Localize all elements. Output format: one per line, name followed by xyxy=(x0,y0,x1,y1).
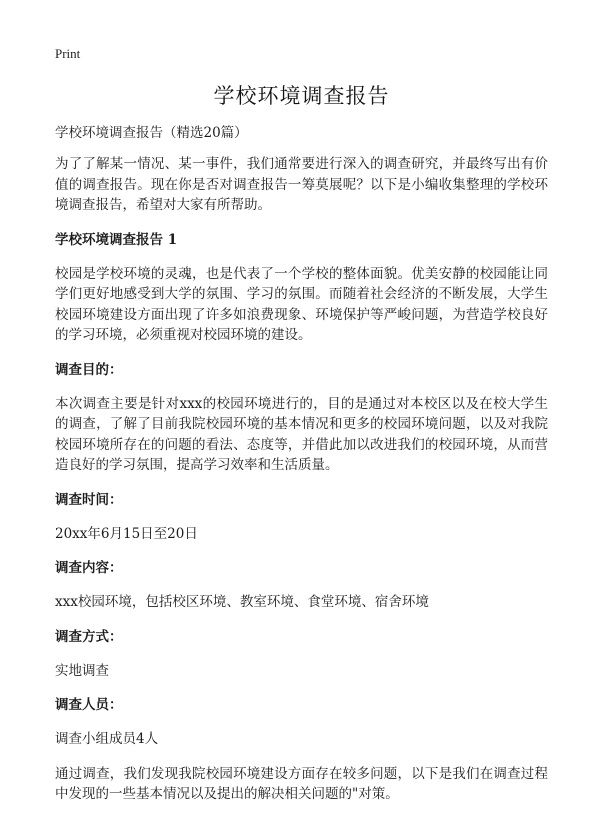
method-text: 实地调查 xyxy=(55,662,109,679)
content-heading: 调查内容： xyxy=(55,560,123,576)
content-text: xxx校园环境，包括校区环境、教室环境、食堂环境、宿舍环境 xyxy=(55,594,429,610)
closing-paragraph: 通过调查，我们发现我院校园环境建设方面存在较多问题，以下是我们在调查过程中发现的一些基本情况以及提出的解决相关问题的"对策。 xyxy=(55,765,548,802)
document-title: 学校环境调查报告 xyxy=(213,84,390,108)
staff-text: 调查小组成员4人 xyxy=(55,731,159,747)
report-paragraph: 校园是学校环境的灵魂，也是代表了一个学校的整体面貌。优美安静的校园能让同学们更好地感受到大学的氛围、学习的氛围。而随着社会经济的不断发展，大学生校园环境建设方面出现了许多如浪费现象、环境保护等严峻问题，为营造学校良好的学习环境，必须重视对校园环境的建设。 xyxy=(55,265,548,343)
document-subtitle: 学校环境调查报告（精选20篇） xyxy=(55,125,248,141)
report-heading: 学校环境调查报告 1 xyxy=(55,231,178,248)
purpose-paragraph: 本次调查主要是针对xxx的校园环境进行的，目的是通过对本校区以及在校大学生的调查，了解了目前我院校园环境的基本情况和更多的校园环境问题，以及对我院校园环境所存在的问题的看法、态度等，并借此加以改进我们的校园环境，从而营造良好的学习氛围，提高学习效率和生活质量。 xyxy=(55,395,548,473)
time-text: 20xx年6月15日至20日 xyxy=(55,525,198,542)
method-heading: 调查方式： xyxy=(55,628,123,645)
purpose-heading: 调查目的： xyxy=(55,361,123,378)
staff-heading: 调查人员： xyxy=(55,697,123,713)
time-heading: 调查时间： xyxy=(55,491,123,508)
intro-paragraph: 为了了解某一情况、某一事件，我们通常要进行深入的调查研究，并最终写出有价值的调查报告。现在你是否对调查报告一筹莫展呢？以下是小编收集整理的学校环境调查报告，希望对大家有所帮助。 xyxy=(55,156,548,213)
print-label: Print xyxy=(55,46,81,61)
